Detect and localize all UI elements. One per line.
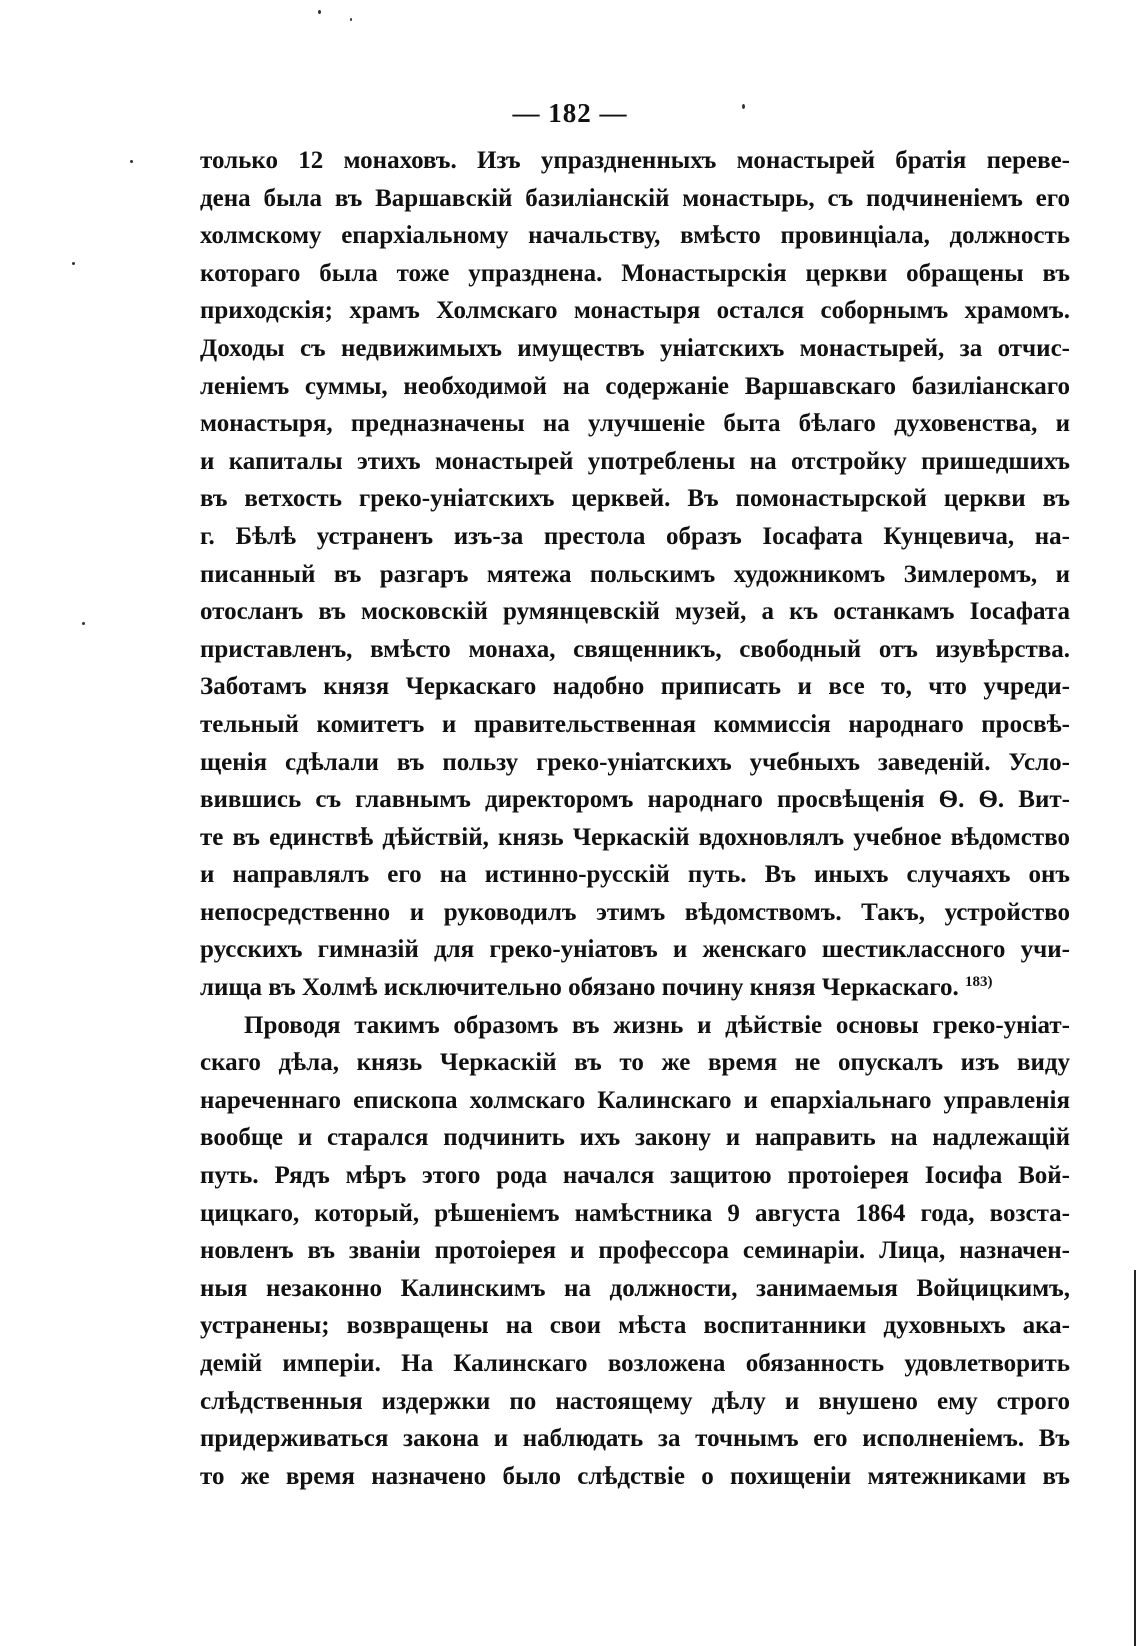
text-line: то же время назначено было слѣдствіе о похищеніи мятежниками въ [200,1462,1070,1490]
body-text [200,142,1070,1495]
text-line: Заботамъ князя Черкаскаго надобно приписать и все то, что учреди- [200,673,1070,701]
text-line: и капиталы этихъ монастырей употреблены на отстройку пришедшихъ [200,447,1070,475]
text-line: приставленъ, вмѣсто монаха, священникъ, свободный отъ изувѣрства. [200,635,1070,663]
scan-speck [350,18,352,21]
text-line: вившись съ главнымъ директоромъ народнаго просвѣщенія Ѳ. Ѳ. Вит- [200,786,1070,814]
text-line: устранены; возвращены на свои мѣста воспитанники духовныхъ ака- [200,1312,1070,1340]
text-line: русскихъ гимназій для греко-уніатовъ и женскаго шестиклассного учи- [200,936,1070,964]
text-line: демій имперіи. На Калинскаго возложена обязанность удовлетворить [200,1350,1070,1377]
text-line: только 12 монаховъ. Изъ упраздненныхъ монастырей братія переве- [200,147,1070,174]
scan-speck [742,104,745,109]
text-line: въ ветхость греко-уніатскихъ церквей. Въ помонастырской церкви въ [200,485,1070,513]
paragraph-2 [200,1007,1070,1496]
text-line: Доходы съ недвижимыхъ имуществъ уніатскихъ монастырей, за отчис- [200,334,1070,362]
paragraph-1 [200,142,1070,1007]
text-line: непосредственно и руководилъ этимъ вѣдомствомъ. Такъ, устройство [200,898,1070,926]
text-line: леніемъ суммы, необходимой на содержаніе Варшавскаго базиліанскаго [200,372,1070,400]
text-line: цицкаго, который, рѣшеніемъ намѣстника 9 августа 1864 года, возста- [200,1199,1070,1227]
text-line: дена была въ Варшавскій базиліанскій монастырь, съ подчиненіемъ его [200,184,1070,212]
text-line: вообще и старался подчинить ихъ закону и направить на надлежащій [200,1124,1070,1152]
page-number: — 182 — [512,98,628,128]
text-line: г. Бѣлѣ устраненъ изъ-за престола образъ Іосафата Кунцевича, на- [200,522,1070,550]
text-line: писанный въ разгаръ мятежа польскимъ художникомъ Зимлеромъ, и [200,560,1070,588]
text-line: ныя незаконно Калинскимъ на должности, занимаемыя Войцицкимъ, [200,1274,1070,1302]
text-line: новленъ въ званіи протоіерея и профессора семинаріи. Лица, назначен- [200,1237,1070,1265]
scan-speck [72,262,75,265]
text-line: Проводя такимъ образомъ въ жизнь и дѣйствіе основы греко-уніат- [244,1011,1070,1039]
scan-speck [318,10,321,14]
last-line-text: лища въ Холмѣ исключительно обязано почину князя Черкаскаго. [200,974,959,1002]
text-line: и направлялъ его на истинно-русскій путь. Въ иныхъ случаяхъ онъ [200,861,1070,889]
text-line-last [200,969,1070,1007]
scan-edge-line [1134,1270,1136,1646]
text-line: монастыря, предназначены на улучшеніе быта бѣлаго духовенства, и [200,410,1070,438]
text-line: тельный комитетъ и правительственная коммиссія народнаго просвѣ- [200,710,1070,738]
text-line: холмскому епархіальному начальству, вмѣсто провинціала, должность [200,222,1070,250]
scan-speck [82,622,85,625]
text-line: котораго была тоже упразднена. Монастырскія церкви обращены въ [200,259,1070,287]
text-line: придерживаться закона и наблюдать за точнымъ его исполненіемъ. Въ [200,1425,1070,1453]
footnote-reference[interactable]: 183) [965,974,993,991]
scan-speck [130,160,133,163]
text-line: отосланъ въ московскій румянцевскій музей, а къ останкамъ Іосафата [200,598,1070,626]
text-line: щенія сдѣлали въ пользу греко-уніатскихъ учебныхъ заведеній. Усло- [200,748,1070,776]
text-line: путь. Рядъ мѣръ этого рода начался защитою протоіерея Іосифа Вой- [200,1162,1070,1190]
text-line: приходскія; храмъ Холмскаго монастыря остался соборнымъ храмомъ. [200,297,1070,325]
text-line: те въ единствѣ дѣйствій, князь Черкаскій вдохновлялъ учебное вѣдомство [200,823,1070,851]
text-line: нареченнаго епископа холмскаго Калинскаго и епархіальнаго управленія [200,1086,1070,1114]
text-line: скаго дѣла, князь Черкаскій въ то же время не опускалъ изъ виду [200,1049,1070,1077]
text-line: слѣдственныя издержки по настоящему дѣлу и внушено ему строго [200,1387,1070,1415]
